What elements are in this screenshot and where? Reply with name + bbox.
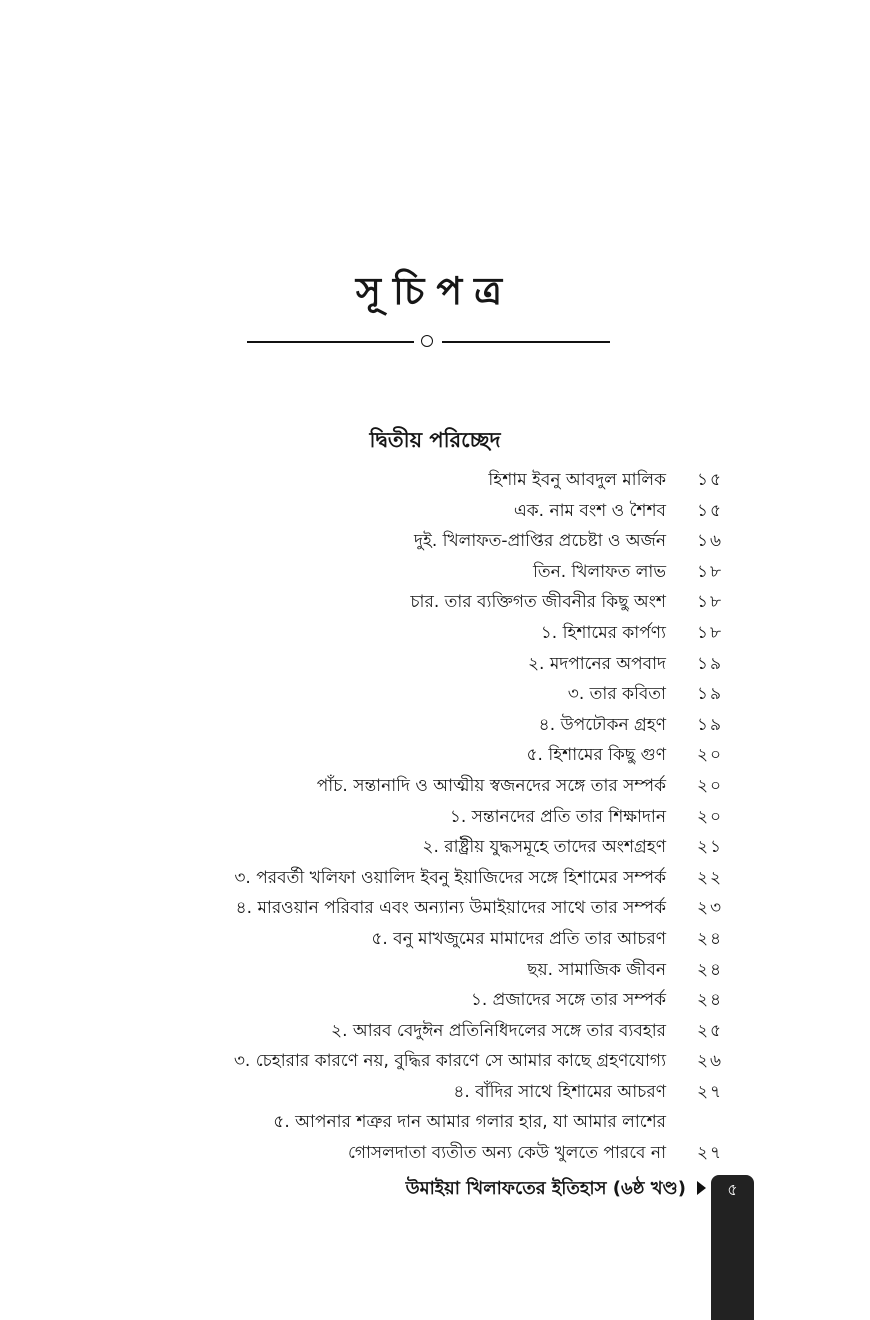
toc-entry[interactable] (0, 496, 870, 527)
toc-entry-text: দুই. খিলাফত-প্রাপ্তির প্রচেষ্টা ও অর্জন (414, 531, 666, 552)
toc-entry[interactable] (0, 649, 870, 680)
toc-entry-page: ২০ (697, 806, 724, 827)
toc-entry-text: গোসলদাতা ব্যতীত অন্য কেউ খুলতে পারবে না (347, 1143, 666, 1164)
play-arrow-icon (697, 1181, 706, 1195)
toc-entry-page: ১৫ (697, 470, 724, 490)
toc-entry-page: ১৮ (697, 561, 724, 582)
toc-entry-text: ৪. বাঁদির সাথে হিশামের আচরণ (453, 1081, 666, 1102)
toc-entry-page: ১৯ (697, 653, 724, 674)
toc-entry-text: ৩. চেহারার কারণে নয়, বুদ্ধির কারণে সে আমার কাছে গ্রহণযোগ্য (233, 1051, 666, 1072)
toc-entry-text: ৫. হিশামের কিছু গুণ (526, 745, 666, 766)
toc-entry[interactable] (0, 526, 870, 557)
toc-entry-text: ছয়. সামাজিক জীবন (527, 959, 666, 980)
toc-entry[interactable] (0, 771, 870, 802)
toc-entry[interactable] (0, 802, 870, 833)
toc-entry-text: ৫. আপনার শত্রুর দান আমার গলার হার, যা আমার লাশের (273, 1112, 666, 1133)
toc-entry-text: ২. মদপানের অপবাদ (527, 653, 666, 674)
toc-entry-page: ২৭ (697, 1081, 724, 1102)
toc-entry-text: ১. সন্তানদের প্রতি তার শিক্ষাদান (449, 806, 666, 827)
toc-entry-page: ২৪ (697, 990, 724, 1011)
toc-entry[interactable] (0, 924, 870, 955)
toc-entry[interactable] (0, 740, 870, 771)
toc-entry-page: ২০ (697, 745, 724, 766)
toc-entry[interactable] (0, 557, 870, 588)
toc-entry-page: ২৩ (697, 898, 724, 919)
toc-entry-text: এক. নাম বংশ ও শৈশব (513, 500, 666, 521)
toc-entry-text: ১. হিশামের কার্পণ্য (540, 622, 666, 643)
toc-entry[interactable] (0, 465, 870, 496)
divider-line-left (247, 341, 414, 343)
toc-entry[interactable] (0, 587, 870, 618)
toc-entry-text: তিন. খিলাফত লাভ (532, 561, 666, 582)
toc-entry-text: ২. রাষ্ট্রীয় যুদ্ধসমূহে তাদের অংশগ্রহণ (422, 837, 666, 858)
toc-entry-page: ১৫ (697, 500, 724, 521)
toc-entry-text: চার. তার ব্যক্তিগত জীবনীর কিছু অংশ (410, 592, 666, 613)
toc-entry-page: ১৯ (697, 714, 724, 735)
toc-entry-page: ১৯ (697, 684, 724, 705)
toc-entry-page: ২৬ (697, 1051, 724, 1072)
toc-entry-page: ২০ (697, 775, 724, 796)
toc-entry[interactable] (0, 893, 870, 924)
toc-entry-text: ৩. তার কবিতা (567, 684, 666, 705)
divider-line-right (442, 341, 610, 343)
running-footer-book-title: উমাইয়া খিলাফতের ইতিহাস (৬ষ্ঠ খণ্ড) (405, 1178, 686, 1199)
toc-entry[interactable] (0, 1046, 870, 1077)
toc-entry-text: ১. প্রজাদের সঙ্গে তার সম্পর্ক (470, 990, 666, 1011)
toc-entry-page: ২৭ (697, 1143, 724, 1164)
toc-entry-text: ৪. মারওয়ান পরিবার এবং অন্যান্য উমাইয়াদের সাথে তার সম্পর্ক (235, 898, 666, 919)
divider-circle-ornament (421, 335, 433, 347)
toc-entry-page: ২২ (697, 867, 724, 888)
toc-entry[interactable] (0, 710, 870, 741)
toc-entry-page: ১৬ (697, 531, 724, 552)
page-title: সূচিপত্র (355, 269, 515, 313)
toc-entry[interactable] (0, 1077, 870, 1108)
toc-entry-text: ৪. উপঢৌকন গ্রহণ (538, 714, 666, 735)
chapter-heading: দ্বিতীয় পরিচ্ছেদ (369, 428, 501, 452)
toc-entry[interactable] (0, 985, 870, 1016)
title-divider (247, 333, 610, 349)
toc-entry[interactable] (0, 955, 870, 986)
toc-entry-page: ২১ (697, 837, 724, 858)
toc-entry-text: ৫. বনু মাখজুমের মামাদের প্রতি তার আচরণ (371, 928, 666, 949)
toc-entry-text: ২. আরব বেদুঈন প্রতিনিধিদলের সঙ্গে তার ব্যবহার (331, 1020, 666, 1041)
toc-entry[interactable] (0, 679, 870, 710)
toc-entry-page: ২৫ (697, 1020, 724, 1041)
toc-entry-page: ১৮ (697, 592, 724, 613)
table-of-contents (0, 465, 870, 1169)
toc-entry-text: পাঁচ. সন্তানাদি ও আত্মীয় স্বজনদের সঙ্গে তার সম্পর্ক (316, 775, 666, 796)
toc-entry-text: ৩. পরবর্তী খলিফা ওয়ালিদ ইবনু ইয়াজিদের সঙ্গে হিশামের সম্পর্ক (234, 867, 666, 888)
toc-entry[interactable] (0, 1138, 870, 1169)
page-number-tab (711, 1175, 754, 1320)
toc-entry-page: ২৪ (697, 928, 724, 949)
toc-entry-page: ২৪ (697, 959, 724, 980)
toc-entry[interactable] (0, 618, 870, 649)
toc-entry-text: হিশাম ইবনু আবদুল মালিক (488, 470, 666, 490)
page-number: ৫ (727, 1180, 738, 1199)
toc-entry-page: ১৮ (697, 622, 724, 643)
toc-entry[interactable] (0, 832, 870, 863)
toc-entry[interactable] (0, 863, 870, 894)
toc-entry[interactable] (0, 1107, 870, 1138)
toc-entry[interactable] (0, 1016, 870, 1047)
